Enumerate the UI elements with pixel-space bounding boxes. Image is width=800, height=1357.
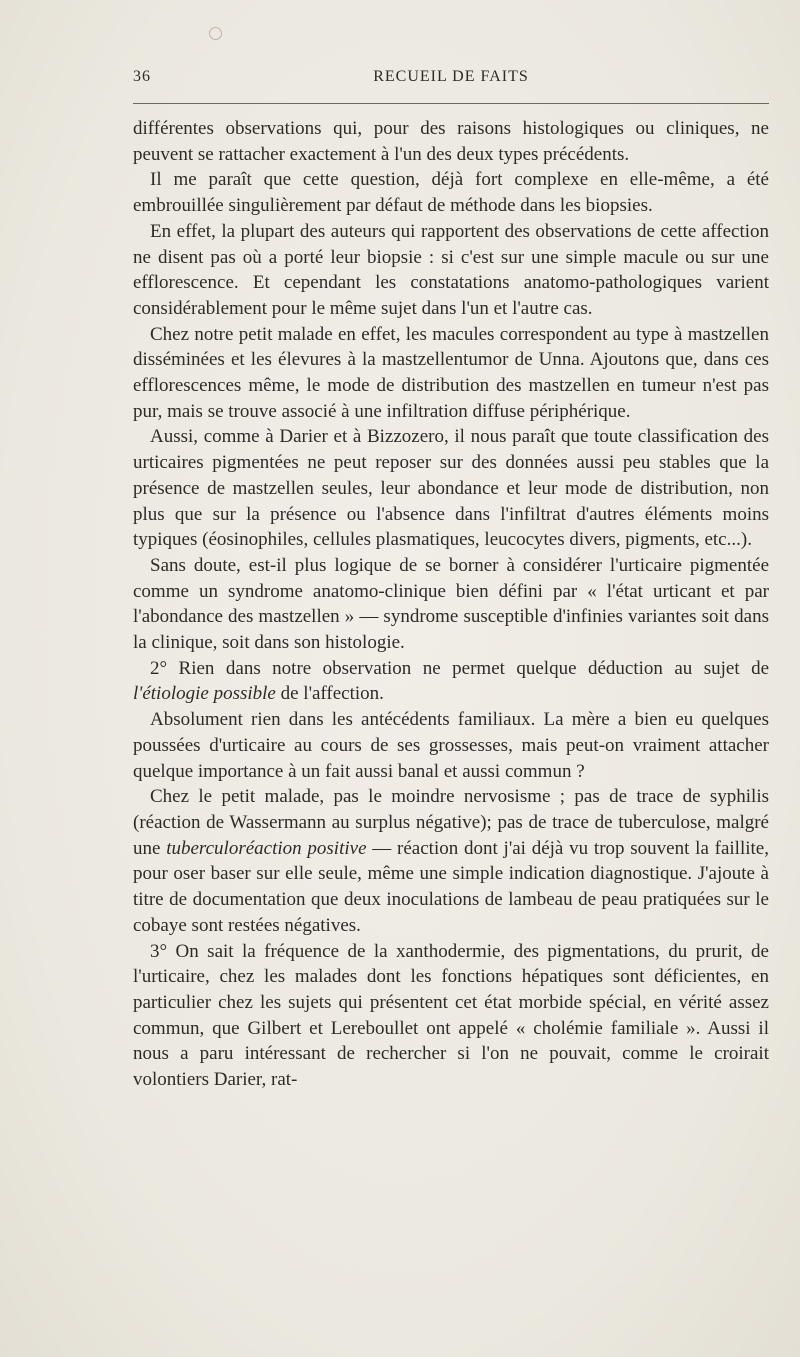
body-text (133, 116, 769, 1093)
running-title: RECUEIL DE FAITS (373, 68, 529, 85)
petit-malade-emphasis: tuberculoréaction positive (166, 837, 367, 859)
paper-blemish (209, 27, 222, 40)
etiologie-emphasis: l'étiologie possible (133, 683, 276, 705)
paragraph-syndrome: Sans doute, est-il plus logique de se borner à considérer l'urticaire pigmentée comme un syndrome anatomo-clinique bien défini par « l'état urticant et par l'abondance des mastzellen » — syndrome susceptible d'infinies variantes soit dans la clinique, soit dans son histologie. (133, 554, 769, 654)
etiologie-lead: 2° Rien dans notre observation ne permet quelque déduction au sujet de (150, 657, 769, 679)
paragraph-methode: Il me paraît que cette question, déjà fort complexe en elle-même, a été embrouillée singulièrement par défaut de méthode dans les biopsies. (133, 169, 769, 217)
page-number: 36 (133, 68, 151, 85)
petit-malade-part1: Chez le petit malade, pas le moindre nervosisme ; pas de trace de syphilis (réaction de Wassermann au surplus négative); pas de trace de tuberculose, malgré une (133, 786, 769, 859)
running-header (133, 68, 769, 92)
paragraph-biopsie: En effet, la plupart des auteurs qui rapportent des observations de cette affection ne disent pas où a porté leur biopsie : si c'est sur une simple macule ou sur une efflorescence. Et cependant les constatations anatomo-pathologiques varient considérablement pour le même sujet dans l'un et l'autre cas. (133, 220, 769, 319)
paragraph-hepatique: 3° On sait la fréquence de la xanthodermie, des pigmentations, du prurit, de l'urticaire, chez les malades dont les fonctions hépatiques sont déficientes, en particulier chez les sujets qui présentent cet état morbide spécial, en vérité assez commun, que Gilbert et Lereboullet ont appelé « cholémie familiale ». Aussi il nous a paru intéressant de rechercher si l'on ne pouvait, comme le croirait volontiers Darier, rat- (133, 940, 769, 1091)
paragraph-continued: différentes observations qui, pour des raisons histologiques ou cliniques, ne peuvent se rattacher exactement à l'un des deux types précédents. (133, 118, 769, 165)
paragraph-familial: Absolument rien dans les antécédents familiaux. La mère a bien eu quelques poussées d'urticaire au cours de ses grossesses, mais peut-on vraiment attacher quelque importance à un fait aussi banal et aussi commun ? (133, 709, 769, 782)
etiologie-tail: de l'affection. (275, 683, 384, 705)
header-rule (133, 103, 769, 104)
paragraph-classification: Aussi, comme à Darier et à Bizzozero, il nous paraît que toute classification des urticaires pigmentées ne peut reposer sur des données aussi peu stables que la présence de mastzellen seules, leur abondance et leur mode de distribution, non plus que sur la présence ou l'absence dans l'infiltrat d'autres éléments moins typiques (éosinophiles, cellules plasmatiques, leucocytes divers, pigments, etc...). (133, 426, 769, 551)
petit-malade-part2: — réaction dont j'ai déjà vu trop souvent la faillite, pour oser baser sur elle seule, même une simple indication diagnostique. J'ajoute à titre de documentation que deux inoculations de lambeau de peau pratiquées sur le cobaye sont restées négatives. (133, 837, 769, 936)
paragraph-macules: Chez notre petit malade en effet, les macules correspondent au type à mastzellen disséminées et les élevures à la mastzellentumor de Unna. Ajoutons que, dans ces efflorescences même, le mode de distribution des mastzellen en tumeur n'est pas pur, mais se trouve associé à une infiltration diffuse périphérique. (133, 323, 769, 422)
paragraph-petit-malade (133, 784, 769, 938)
paragraph-etiologie (133, 656, 769, 707)
